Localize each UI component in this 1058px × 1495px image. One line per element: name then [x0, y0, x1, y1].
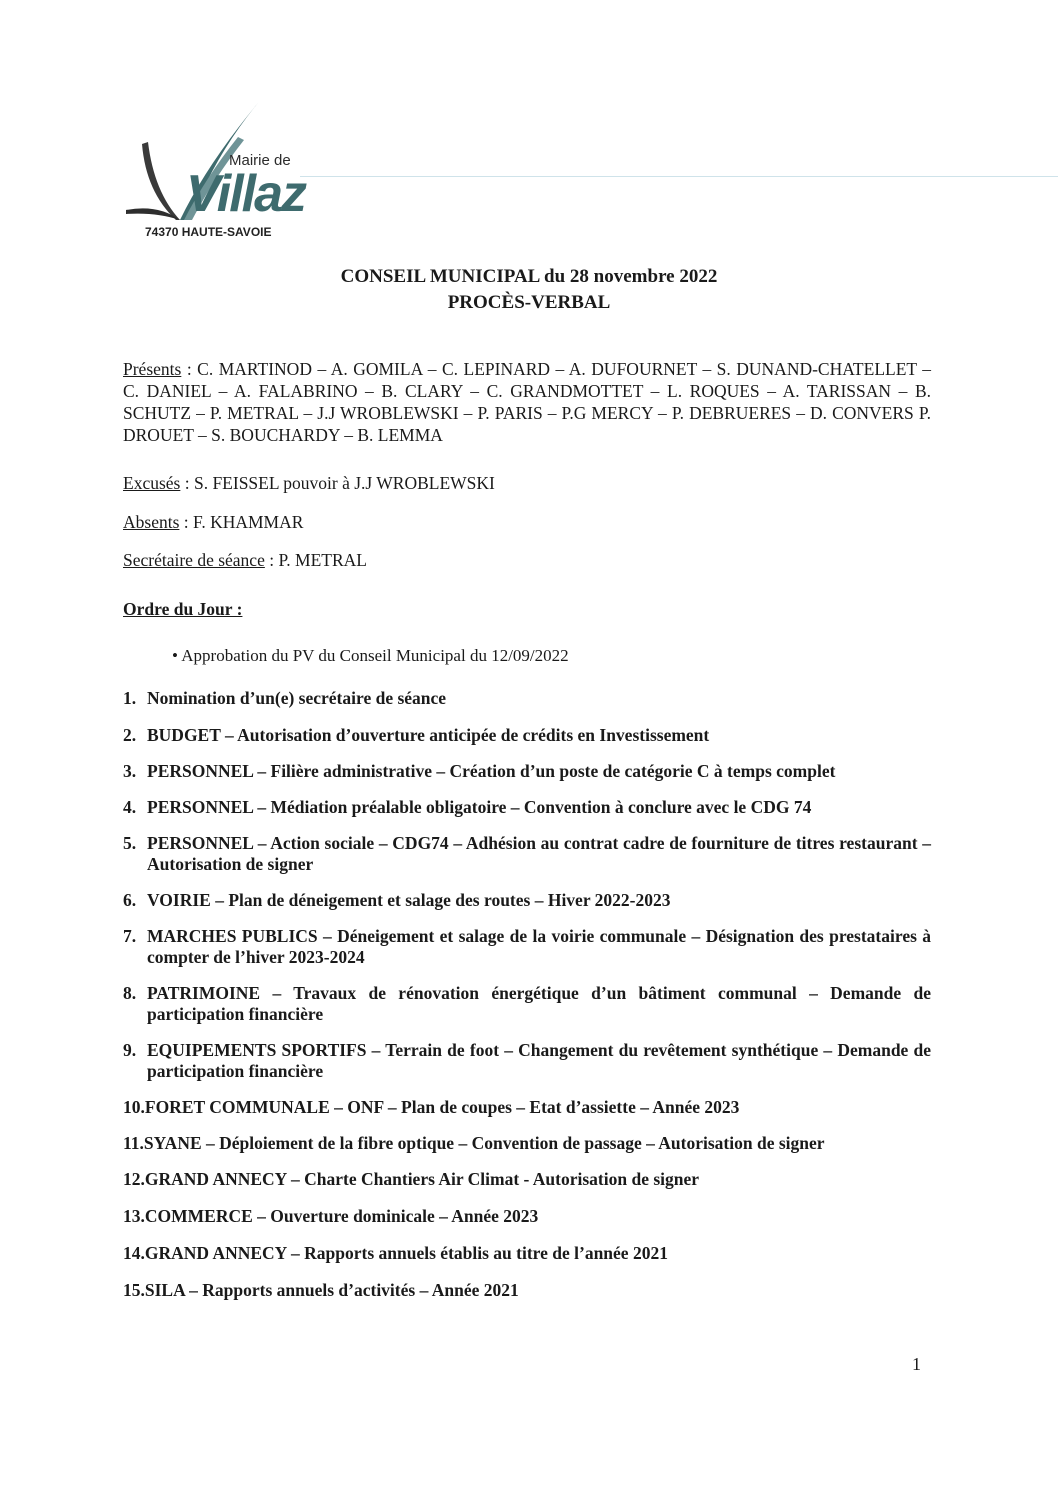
presents-label: Présents: [123, 359, 182, 379]
agenda-item-text: SYANE – Déploiement de la fibre optique – Convention de passage – Autorisation de signer: [143, 1133, 825, 1153]
agenda-item-text: VOIRIE – Plan de déneigement et salage des routes – Hiver 2022-2023: [147, 890, 671, 910]
agenda-item: [123, 725, 931, 746]
title-line-1: CONSEIL MUNICIPAL du 28 novembre 2022: [340, 266, 718, 287]
ordre-du-jour-heading: Ordre du Jour :: [123, 599, 243, 619]
agenda-bullet-item: [172, 645, 569, 667]
logo-address-text: 74370 HAUTE-SAVOIE: [145, 225, 272, 239]
agenda-item-number: 9.: [123, 1040, 137, 1060]
absents-line: [123, 511, 303, 533]
agenda-item-number: 3.: [123, 761, 137, 781]
agenda-item: [123, 926, 931, 968]
scan-artifact-line: [300, 176, 1058, 177]
title-line-2: PROCÈS-VERBAL: [447, 292, 611, 313]
logo-mairie-text: Mairie de: [229, 152, 291, 169]
page-number: 1: [912, 1354, 921, 1374]
secretaire-line: [123, 549, 367, 571]
agenda-item-text: PERSONNEL – Médiation préalable obligatoire – Convention à conclure avec le CDG 74: [147, 797, 812, 817]
secretaire-value: : P. METRAL: [264, 550, 367, 570]
presents-list: : C. MARTINOD – A. GOMILA – C. LEPINARD – A. DUFOURNET – S. DUNAND-CHATELLET – C. DANIEL – A. FALABRINO – B. CLARY – C. GRANDMOTTET – L. ROQUES – A. TARISSAN – B. SCHUTZ – P. METRAL – J.J WROBLEWSKI – P. PARIS – P.G MERCY – P. DEBRUERES – D. CONVERS P. DROUET – S. BOUCHARDY – B. LEMMA: [123, 359, 931, 445]
agenda-item: [123, 1169, 931, 1190]
agenda-item-number: 12.: [123, 1169, 145, 1189]
absents-label: Absents: [123, 512, 180, 532]
agenda-item-text: GRAND ANNECY – Rapports annuels établis au titre de l’année 2021: [144, 1243, 668, 1263]
agenda-item: [123, 1206, 931, 1227]
agenda-item: [123, 1243, 931, 1264]
agenda-item-number: 4.: [123, 797, 137, 817]
excuses-label: Excusés: [123, 473, 181, 493]
agenda-item-text: COMMERCE – Ouverture dominicale – Année 2023: [144, 1206, 539, 1226]
agenda-item: [123, 983, 931, 1025]
agenda-item-number: 11.: [123, 1133, 144, 1153]
agenda-item-text: FORET COMMUNALE – ONF – Plan de coupes – Etat d’assiette – Année 2023: [144, 1097, 740, 1117]
secretaire-label: Secrétaire de séance: [123, 550, 265, 570]
agenda-item-number: 2.: [123, 725, 137, 745]
document-title: [0, 264, 1058, 316]
agenda-item-text: PATRIMOINE – Travaux de rénovation énergétique d’un bâtiment communal – Demande de participation financière: [147, 983, 931, 1024]
presents-paragraph: [123, 358, 931, 446]
agenda-item: [123, 761, 931, 782]
bullet-icon: •: [172, 646, 178, 665]
agenda-item-text: EQUIPEMENTS SPORTIFS – Terrain de foot – Changement du revêtement synthétique – Demande de participation financière: [147, 1040, 931, 1081]
agenda-item-text: PERSONNEL – Action sociale – CDG74 – Adhésion au contrat cadre de fourniture de titres restaurant – Autorisation de signer: [147, 833, 931, 874]
agenda-item: [123, 1133, 931, 1154]
agenda-item-number: 15.: [123, 1280, 145, 1300]
agenda-item-number: 13.: [123, 1206, 145, 1226]
agenda-item-text: GRAND ANNECY – Charte Chantiers Air Climat - Autorisation de signer: [144, 1169, 700, 1189]
logo-villaz-text: Villaz: [186, 165, 306, 223]
agenda-item-text: MARCHES PUBLICS – Déneigement et salage de la voirie communale – Désignation des prestataires à compter de l’hiver 2023-2024: [147, 926, 931, 967]
agenda-item-number: 5.: [123, 833, 137, 853]
agenda-item: [123, 797, 931, 818]
agenda-item-text: SILA – Rapports annuels d’activités – Année 2021: [144, 1280, 519, 1300]
agenda-item-text: Nomination d’un(e) secrétaire de séance: [147, 688, 447, 708]
agenda-item-text: PERSONNEL – Filière administrative – Création d’un poste de catégorie C à temps complet: [147, 761, 836, 781]
agenda-item: [123, 688, 931, 709]
agenda-item-number: 1.: [123, 688, 137, 708]
agenda-item: [123, 1280, 931, 1301]
agenda-item-number: 8.: [123, 983, 137, 1003]
mairie-logo: [118, 92, 318, 244]
agenda-item-text: BUDGET – Autorisation d’ouverture anticipée de crédits en Investissement: [147, 725, 710, 745]
agenda-item: [123, 833, 931, 875]
agenda-item: [123, 1097, 931, 1118]
agenda-item-number: 10.: [123, 1097, 145, 1117]
agenda-item-number: 14.: [123, 1243, 145, 1263]
agenda-item-number: 7.: [123, 926, 137, 946]
absents-value: : F. KHAMMAR: [179, 512, 304, 532]
excuses-value: : S. FEISSEL pouvoir à J.J WROBLEWSKI: [180, 473, 495, 493]
bullet-text: Approbation du PV du Conseil Municipal du 12/09/2022: [181, 646, 569, 665]
excuses-line: [123, 472, 495, 494]
agenda-list: [123, 688, 931, 1301]
agenda-item: [123, 1040, 931, 1082]
agenda-item: [123, 890, 931, 911]
agenda-item-number: 6.: [123, 890, 137, 910]
